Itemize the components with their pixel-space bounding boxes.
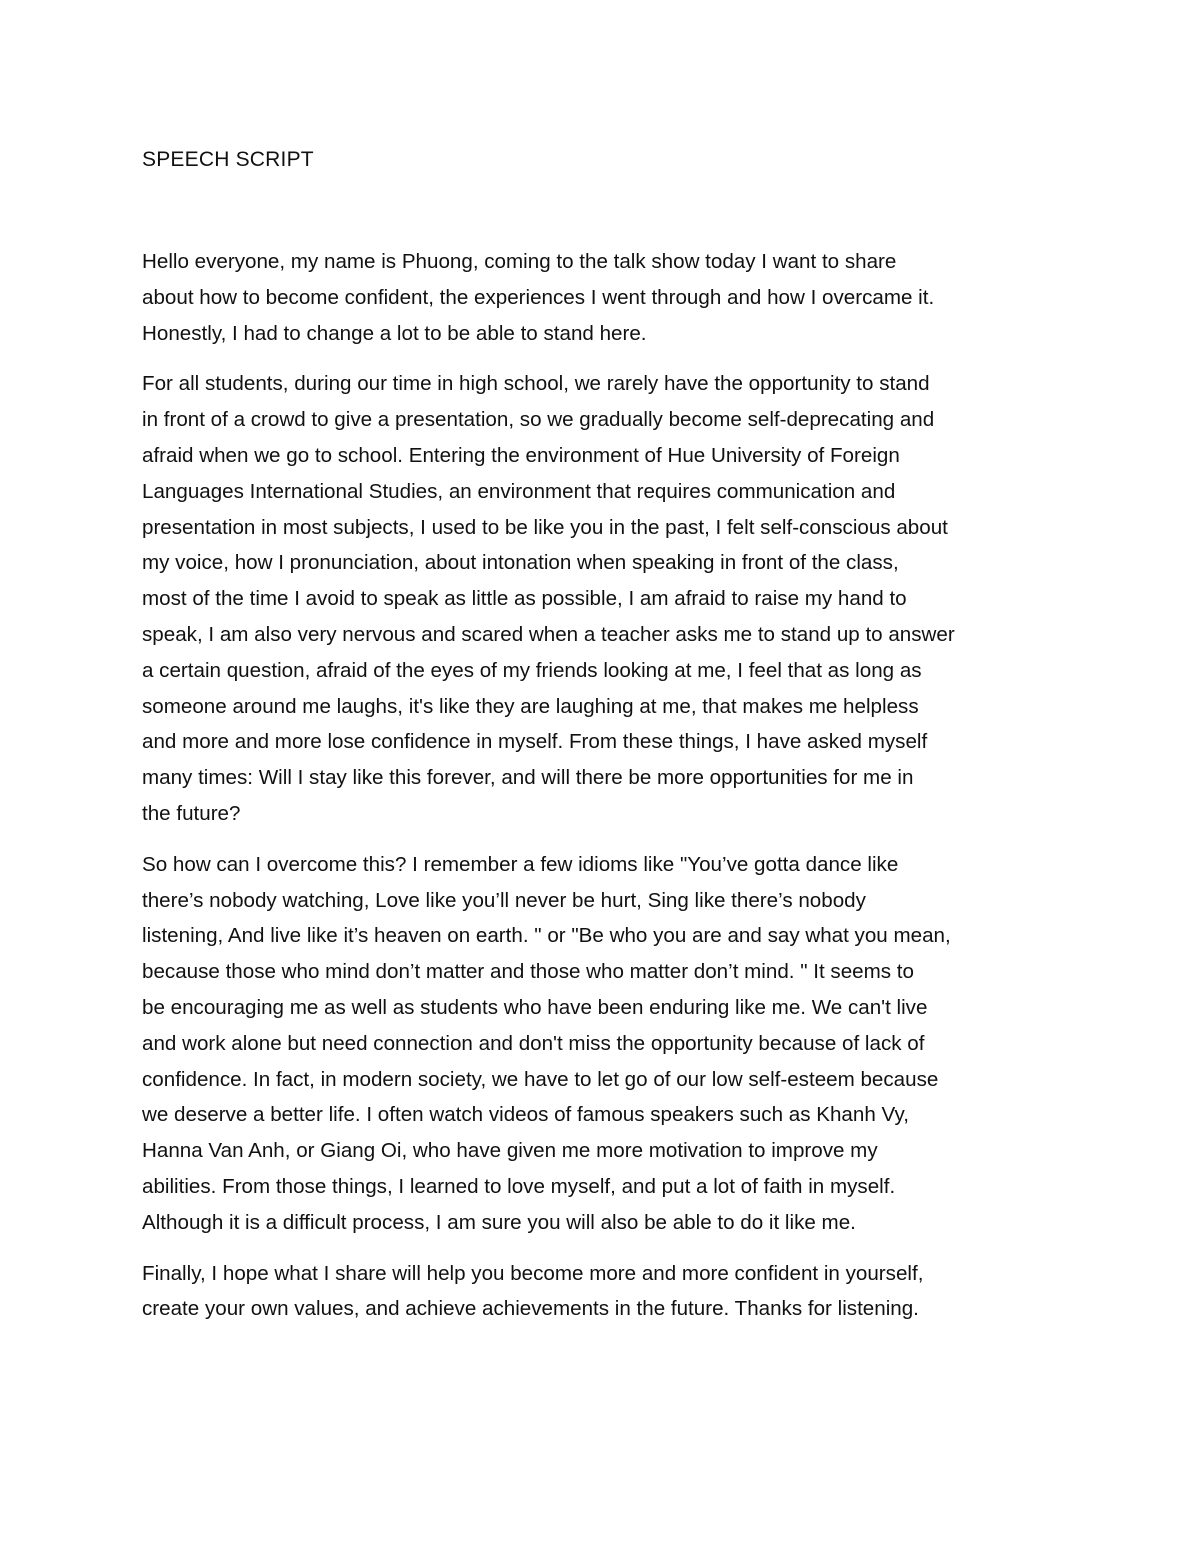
text-line: Languages International Studies, an environment that requires communication and <box>142 479 896 503</box>
text-line: and more and more lose confidence in myself. From these things, I have asked myself <box>142 730 928 754</box>
text-line: Hanna Van Anh, or Giang Oi, who have given me more motivation to improve my <box>142 1139 878 1163</box>
text-line: confidence. In fact, in modern society, we have to let go of our low self-esteem because <box>142 1067 939 1091</box>
paragraph-background <box>142 366 1068 831</box>
text-line: presentation in most subjects, I used to be like you in the past, I felt self-conscious about <box>142 515 948 539</box>
paragraph-overcoming <box>142 847 1068 1241</box>
text-line: about how to become confident, the experiences I went through and how I overcame it. <box>142 285 935 309</box>
text-line: my voice, how I pronunciation, about intonation when speaking in front of the class, <box>142 551 899 575</box>
text-line: afraid when we go to school. Entering the environment of Hue University of Foreign <box>142 443 900 467</box>
text-line: a certain question, afraid of the eyes of my friends looking at me, I feel that as long as <box>142 658 922 682</box>
paragraph-introduction <box>142 244 1068 351</box>
text-line: Finally, I hope what I share will help you become more and more confident in yourself, <box>142 1261 924 1285</box>
text-line: there’s nobody watching, Love like you’ll never be hurt, Sing like there’s nobody <box>142 888 866 912</box>
text-line: create your own values, and achieve achievements in the future. Thanks for listening. <box>142 1297 919 1321</box>
text-line: the future? <box>142 801 241 825</box>
text-line: we deserve a better life. I often watch videos of famous speakers such as Khanh Vy, <box>142 1103 909 1127</box>
text-line: because those who mind don’t matter and those who matter don’t mind. " It seems to <box>142 960 914 984</box>
text-line: Although it is a difficult process, I am sure you will also be able to do it like me. <box>142 1210 856 1234</box>
text-line: be encouraging me as well as students who have been enduring like me. We can't live <box>142 995 928 1019</box>
text-line: abilities. From those things, I learned to love myself, and put a lot of faith in myself. <box>142 1174 896 1198</box>
text-line: So how can I overcome this? I remember a few idioms like "You’ve gotta dance like <box>142 852 899 876</box>
text-line: and work alone but need connection and don't miss the opportunity because of lack of <box>142 1031 925 1055</box>
text-line: in front of a crowd to give a presentation, so we gradually become self-deprecating and <box>142 408 935 432</box>
paragraph-conclusion <box>142 1256 1068 1328</box>
speech-body <box>142 244 1068 1342</box>
text-line: most of the time I avoid to speak as little as possible, I am afraid to raise my hand to <box>142 587 907 611</box>
text-line: speak, I am also very nervous and scared when a teacher asks me to stand up to answer <box>142 622 955 646</box>
text-line: listening, And live like it’s heaven on earth. " or "Be who you are and say what you mean, <box>142 924 951 948</box>
text-line: Honestly, I had to change a lot to be able to stand here. <box>142 321 647 345</box>
text-line: Hello everyone, my name is Phuong, coming to the talk show today I want to share <box>142 250 897 273</box>
text-line: someone around me laughs, it's like they are laughing at me, that makes me helpless <box>142 694 919 718</box>
text-line: For all students, during our time in high school, we rarely have the opportunity to stand <box>142 372 930 396</box>
text-line: many times: Will I stay like this forever, and will there be more opportunities for me in <box>142 766 914 790</box>
document-title: SPEECH SCRIPT <box>142 148 314 171</box>
